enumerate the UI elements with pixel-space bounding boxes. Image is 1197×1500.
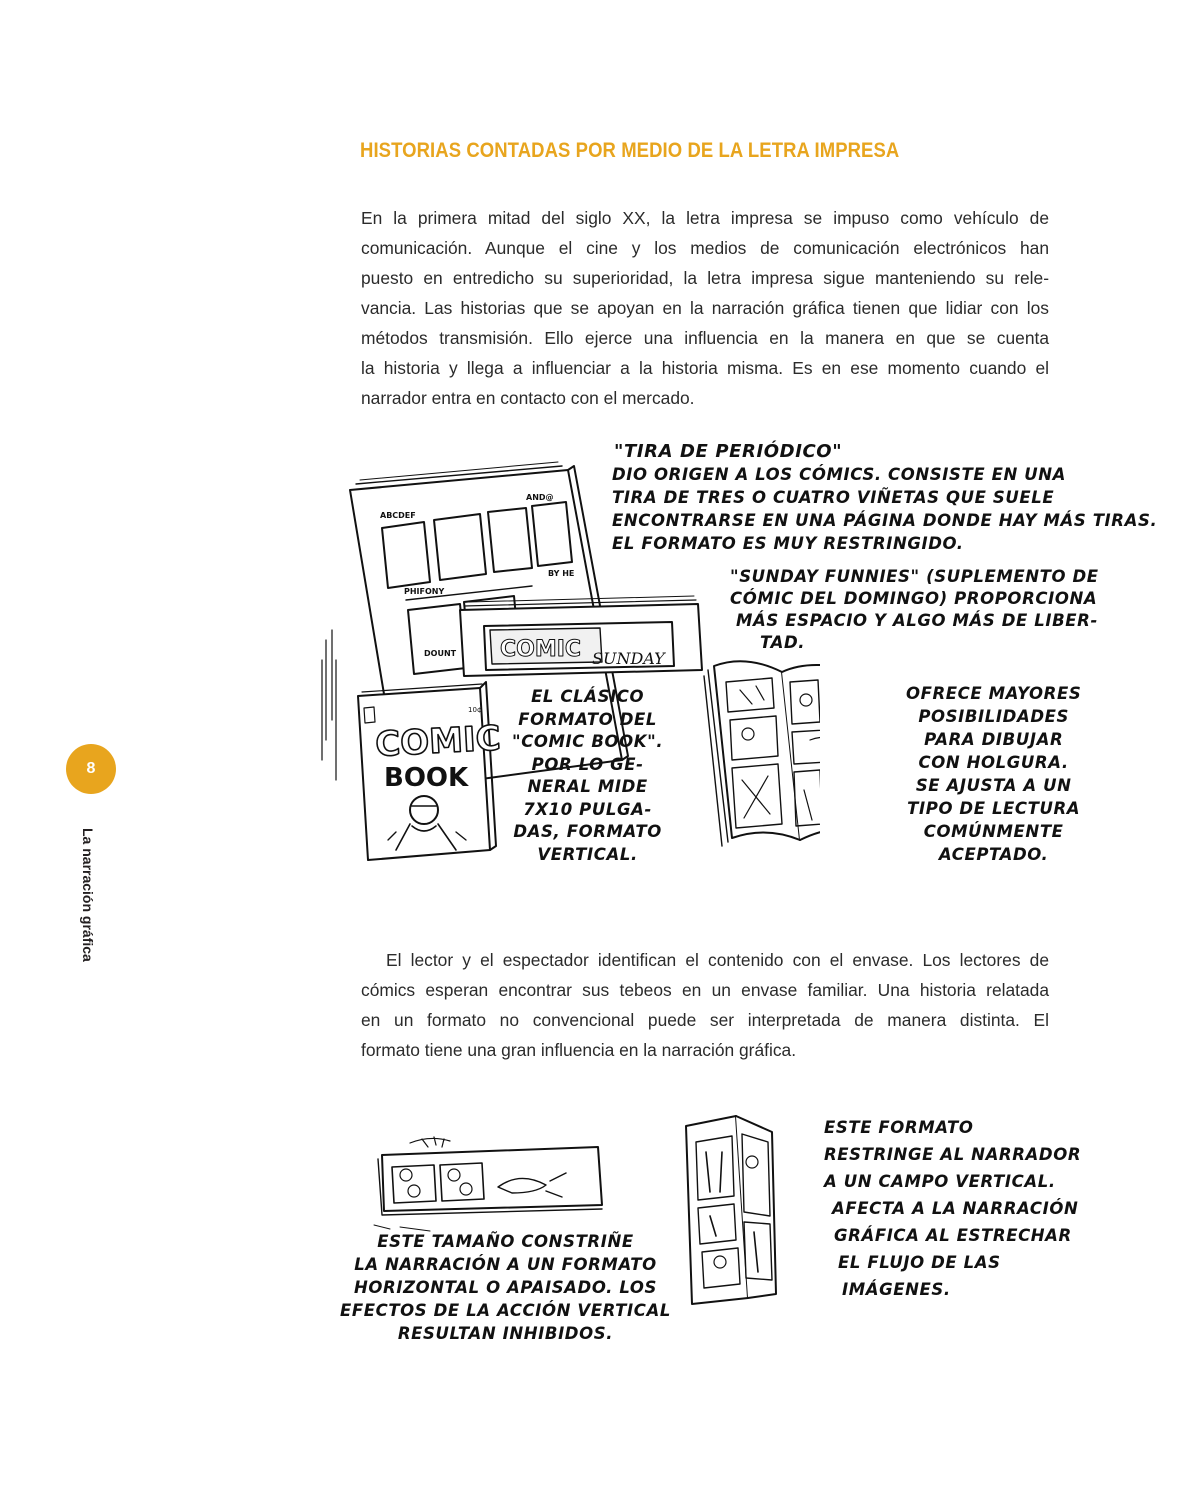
format-paragraph bbox=[361, 945, 1049, 1065]
cover-title-label: COMIC bbox=[374, 718, 502, 765]
caption-line: EL FLUJO DE LAS bbox=[838, 1253, 1001, 1272]
paragraph-line: comunicación. Aunque el cine y los medios de comunicación electrónicos han bbox=[361, 238, 1049, 258]
paragraph-line: vancia. Las historias que se apoyan en la narración gráfica tienen que lidiar con los bbox=[361, 298, 1049, 318]
paragraph-line: En la primera mitad del siglo XX, la letra impresa se impuso como vehículo de bbox=[361, 208, 1049, 228]
caption-line: A UN CAMPO VERTICAL. bbox=[824, 1172, 1056, 1191]
caption-line: RESTRINGE AL NARRADOR bbox=[824, 1145, 1082, 1164]
caption-line: ENCONTRARSE EN UNA PÁGINA DONDE HAY MÁS TIRAS. bbox=[612, 511, 1158, 530]
page-number-badge: 8 bbox=[66, 744, 116, 794]
caption-line: EL CLÁSICO bbox=[531, 687, 645, 706]
section-heading: HISTORIAS CONTADAS POR MEDIO DE LA LETRA IMPRESA bbox=[360, 138, 900, 162]
caption-line: VERTICAL. bbox=[537, 844, 638, 864]
caption-line: SE AJUSTA A UN bbox=[915, 776, 1072, 795]
caption-line: EFECTOS DE LA ACCIÓN VERTICAL bbox=[340, 1301, 671, 1320]
caption-line: OFRECE MAYORES bbox=[906, 684, 1082, 703]
paragraph-line: El lector y el espectador identifican el contenido con el envase. Los lectores de bbox=[386, 950, 1049, 970]
paragraph-line: métodos transmisión. Ello ejerce una influencia en la manera en que se cuenta bbox=[361, 328, 1049, 348]
running-title: La narración gráfica bbox=[80, 828, 96, 962]
vertical-format-caption bbox=[824, 1114, 1081, 1303]
newspaper-strip-caption bbox=[612, 440, 1157, 555]
paragraph-line: puesto en entredicho su superioridad, la letra impresa sigue manteniendo su rele- bbox=[361, 268, 1049, 288]
caption-line: PARA DIBUJAR bbox=[924, 730, 1064, 749]
caption-line: POSIBILIDADES bbox=[918, 707, 1069, 726]
sunday-funnies-caption bbox=[730, 566, 1099, 654]
caption-line: CÓMIC DEL DOMINGO) PROPORCIONA bbox=[730, 589, 1098, 608]
strip-byline-label: BY HE bbox=[548, 569, 575, 578]
comic-book-caption bbox=[512, 686, 663, 866]
caption-line: AFECTA A LA NARRACIÓN bbox=[832, 1199, 1079, 1218]
caption-line: CON HOLGURA. bbox=[918, 753, 1069, 772]
sunday-script-label: SUNDAY bbox=[592, 649, 665, 668]
caption-line: EL FORMATO ES MUY RESTRINGIDO. bbox=[612, 534, 964, 553]
horizontal-format-drawing bbox=[370, 1135, 610, 1235]
strip-title-label: DOUNT bbox=[424, 649, 457, 658]
caption-line: IMÁGENES. bbox=[842, 1280, 951, 1299]
open-comic-book-drawing bbox=[704, 661, 820, 846]
caption-line: FORMATO DEL bbox=[518, 709, 657, 729]
cover-price-label: 10¢ bbox=[468, 706, 482, 714]
caption-line: NERAL MIDE bbox=[527, 777, 648, 796]
caption-line: "COMIC BOOK". bbox=[512, 732, 664, 751]
cover-subtitle-label: BOOK bbox=[384, 763, 469, 793]
caption-line: ESTE TAMAÑO CONSTRIÑE bbox=[377, 1232, 634, 1251]
horizontal-format-caption bbox=[340, 1230, 671, 1345]
caption-line: ESTE FORMATO bbox=[824, 1118, 974, 1137]
vertical-format-drawing bbox=[676, 1112, 786, 1312]
caption-line: HORIZONTAL O APAISADO. LOS bbox=[353, 1278, 657, 1297]
paragraph-line: cómics esperan encontrar sus tebeos en un envase familiar. Una historia relatada bbox=[361, 980, 1049, 1000]
caption-line: 7X10 PULGA- bbox=[523, 799, 652, 819]
intro-paragraph bbox=[361, 203, 1049, 413]
caption-line: GRÁFICA AL ESTRECHAR bbox=[834, 1226, 1072, 1245]
caption-line: COMÚNMENTE bbox=[923, 822, 1064, 841]
caption-line: DAS, FORMATO bbox=[513, 822, 662, 841]
caption-line: MÁS ESPACIO Y ALGO MÁS DE LIBER- bbox=[736, 611, 1098, 630]
strip-byline-label: AND@ bbox=[526, 493, 554, 502]
caption-line: TIRA DE TRES O CUATRO VIÑETAS QUE SUELE bbox=[612, 488, 1055, 507]
open-book-caption bbox=[906, 682, 1081, 866]
caption-line: POR LO GE- bbox=[531, 754, 644, 774]
caption-title: "TIRA DE PERIÓDICO" bbox=[614, 441, 843, 462]
caption-line: DIO ORIGEN A LOS CÓMICS. CONSISTE EN UNA bbox=[612, 465, 1066, 484]
caption-line: TAD. bbox=[760, 633, 806, 652]
strip-title-label: ABCDEF bbox=[380, 511, 416, 520]
comic-book-cover-drawing bbox=[358, 682, 502, 860]
paragraph-line: formato tiene una gran influencia en la narración gráfica. bbox=[361, 1040, 797, 1060]
caption-line: RESULTAN INHIBIDOS. bbox=[397, 1324, 614, 1343]
paragraph-line: narrador entra en contacto con el mercado. bbox=[361, 388, 695, 408]
caption-line: LA NARRACIÓN A UN FORMATO bbox=[354, 1255, 657, 1274]
sunday-logo-label: COMIC bbox=[500, 637, 582, 662]
strip-title-label: PHIFONY bbox=[404, 587, 445, 596]
paragraph-line: la historia y llega a influenciar a la historia misma. Es en ese momento cuando el bbox=[361, 358, 1049, 378]
paragraph-line: en un formato no convencional puede ser interpretada de manera distinta. El bbox=[361, 1010, 1049, 1030]
caption-line: ACEPTADO. bbox=[938, 845, 1049, 864]
caption-line: TIPO DE LECTURA bbox=[907, 799, 1081, 818]
caption-line: "SUNDAY FUNNIES" (SUPLEMENTO DE bbox=[730, 567, 1099, 586]
